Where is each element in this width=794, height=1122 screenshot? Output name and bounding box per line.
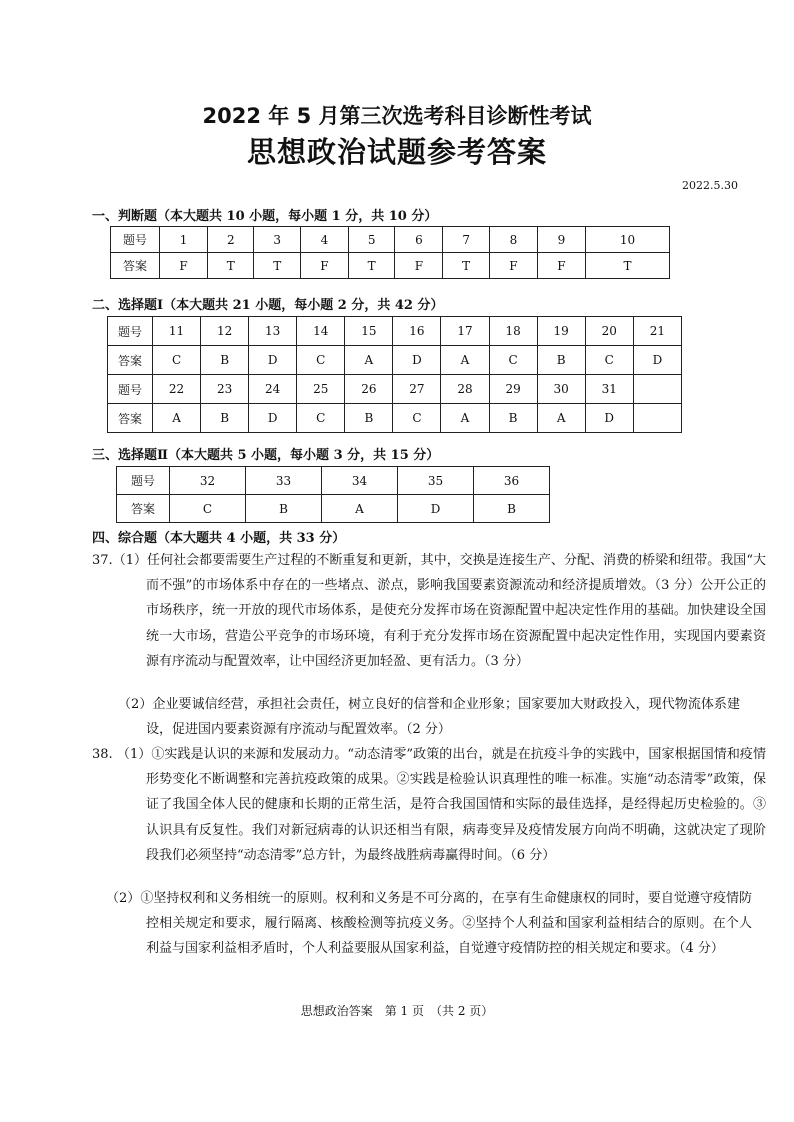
answer-cell: A (537, 404, 585, 433)
answer-cell: T (443, 253, 489, 279)
section4-heading: 四、综合题（本大题共 4 小题，共 33 分） (92, 531, 346, 546)
table-row (108, 404, 682, 433)
answer-cell: B (201, 404, 249, 433)
table-row (117, 467, 550, 495)
answer-cell: B (474, 495, 550, 523)
question-number: 10 (585, 227, 669, 253)
question-number: 18 (489, 317, 537, 346)
question-number: 20 (585, 317, 633, 346)
answer-cell: D (585, 404, 633, 433)
question-number: 11 (153, 317, 201, 346)
question-number: 4 (300, 227, 348, 253)
answer-cell: C (297, 346, 345, 375)
answer-cell: A (345, 346, 393, 375)
answer-cell: D (398, 495, 474, 523)
answer-cell: F (160, 253, 208, 279)
question-number: 33 (246, 467, 322, 495)
answer-cell: F (537, 253, 585, 279)
answer-cell: T (585, 253, 669, 279)
question-number: 31 (585, 375, 633, 404)
answer-cell: D (633, 346, 681, 375)
page-footer: 思想政治答案 第 1 页 （共 2 页） (300, 1004, 494, 1018)
answer-cell: C (297, 404, 345, 433)
question-number: 19 (537, 317, 585, 346)
empty-cell (633, 404, 681, 433)
answer-cell: B (246, 495, 322, 523)
answer-cell: C (170, 495, 246, 523)
q37-part2-answer: （2）企业要诚信经营，承担社会责任，树立良好的信誉和企业形象；国家要加大财政投入，现代物流体系建设，促进国内要素资源有序流动与配置效率。（2 分） (118, 697, 740, 738)
question-number: 36 (474, 467, 550, 495)
table-row (108, 317, 682, 346)
answer-cell: C (489, 346, 537, 375)
row-label: 题号 (111, 227, 160, 253)
answer-cell: A (441, 404, 489, 433)
answer-cell: T (348, 253, 394, 279)
question-number: 32 (170, 467, 246, 495)
answer-key-title: 思想政治试题参考答案 (246, 135, 547, 169)
section2-heading: 二、选择题Ⅰ（本大题共 21 小题，每小题 2 分，共 42 分） (92, 298, 444, 313)
section3-heading: 三、选择题Ⅱ（本大题共 5 小题，每小题 3 分，共 15 分） (92, 448, 440, 463)
answer-cell: T (254, 253, 300, 279)
question-number: 25 (297, 375, 345, 404)
question-number: 3 (254, 227, 300, 253)
answer-cell: A (153, 404, 201, 433)
answer-cell: B (537, 346, 585, 375)
table-row (117, 495, 550, 523)
question-number: 1 (160, 227, 208, 253)
row-label: 答案 (108, 404, 153, 433)
question-number: 7 (443, 227, 489, 253)
question-number: 5 (348, 227, 394, 253)
table-row (111, 253, 670, 279)
question-number: 26 (345, 375, 393, 404)
question-number: 24 (249, 375, 297, 404)
question-number: 35 (398, 467, 474, 495)
question-number: 12 (201, 317, 249, 346)
row-label: 答案 (117, 495, 170, 523)
question-number: 9 (537, 227, 585, 253)
answer-cell: D (249, 404, 297, 433)
table-row (108, 346, 682, 375)
answer-cell: T (208, 253, 254, 279)
answer-cell: A (322, 495, 398, 523)
answer-cell: F (489, 253, 537, 279)
answer-cell: C (585, 346, 633, 375)
answer-cell: C (153, 346, 201, 375)
answer-cell: C (393, 404, 441, 433)
answer-cell: B (345, 404, 393, 433)
exam-title: 2022 年 5 月第三次选考科目诊断性考试 (202, 104, 592, 128)
answer-cell: F (395, 253, 443, 279)
question-number: 28 (441, 375, 489, 404)
answer-cell: F (300, 253, 348, 279)
question-number: 15 (345, 317, 393, 346)
table-row (111, 227, 670, 253)
question-number: 22 (153, 375, 201, 404)
question-number: 16 (393, 317, 441, 346)
answer-cell: D (393, 346, 441, 375)
question-number: 23 (201, 375, 249, 404)
answer-cell: B (201, 346, 249, 375)
row-label: 答案 (108, 346, 153, 375)
section1-heading: 一、判断题（本大题共 10 小题，每小题 1 分，共 10 分） (92, 209, 438, 224)
row-label: 答案 (111, 253, 160, 279)
q38-part2-answer: （2）①坚持权利和义务相统一的原则。权利和义务是不可分离的，在享有生命健康权的同时，要自觉遵守疫情防控相关规定和要求，履行隔离、核酸检测等抗疫义务。②坚持个人利益和国家利益相结合的原则。在个人利益与国家利益相矛盾时，个人利益要服从国家利益，自觉遵守疫情防控的相关规定和要求。（4 分） (106, 891, 752, 957)
question-number: 8 (489, 227, 537, 253)
question-number: 21 (633, 317, 681, 346)
section2-answer-table (107, 316, 682, 433)
section1-answer-table (110, 226, 670, 279)
question-number: 2 (208, 227, 254, 253)
question-number: 6 (395, 227, 443, 253)
q37-part1-answer: 37.（1）任何社会都要需要生产过程的不断重复和更新，其中，交换是连接生产、分配、消费的桥梁和纽带。我国“大而不强”的市场体系中存在的一些堵点、淤点，影响我国要素资源流动和经济提质增效。（3 分）公开公正的市场秩序，统一开放的现代市场体系，是使充分发挥市场在资源配置中起决定性作用的基础。加快建设全国统一大市场，营造公平竞争的市场环境，有利于充分发挥市场在资源配置中起决定性作用，实现国内要素资源有序流动与配置效率，让中国经济更加轻盈、更有活力。（3 分） (92, 553, 766, 669)
question-number: 27 (393, 375, 441, 404)
question-number: 14 (297, 317, 345, 346)
empty-cell (633, 375, 681, 404)
row-label: 题号 (117, 467, 170, 495)
exam-date: 2022.5.30 (682, 179, 738, 192)
row-label: 题号 (108, 375, 153, 404)
q38-part1-answer: 38. （1）①实践是认识的来源和发展动力。“动态清零”政策的出台，就是在抗疫斗争的实践中，国家根据国情和疫情形势变化不断调整和完善抗疫政策的成果。②实践是检验认识真理性的唯一标准。实施“动态清零”政策，保证了我国全体人民的健康和长期的正常生活，是符合我国国情和实际的最佳选择，是经得起历史检验的。③认识具有反复性。我们对新冠病毒的认识还相当有限，病毒变异及疫情发展方向尚不明确，这就决定了现阶段我们必须坚持“动态清零”总方针，为最终战胜病毒赢得时间。（6 分） (92, 747, 766, 863)
question-number: 30 (537, 375, 585, 404)
question-number: 13 (249, 317, 297, 346)
question-number: 29 (489, 375, 537, 404)
question-number: 17 (441, 317, 489, 346)
section3-answer-table (116, 466, 550, 523)
answer-cell: A (441, 346, 489, 375)
answer-cell: D (249, 346, 297, 375)
table-row (108, 375, 682, 404)
question-number: 34 (322, 467, 398, 495)
row-label: 题号 (108, 317, 153, 346)
answer-cell: B (489, 404, 537, 433)
